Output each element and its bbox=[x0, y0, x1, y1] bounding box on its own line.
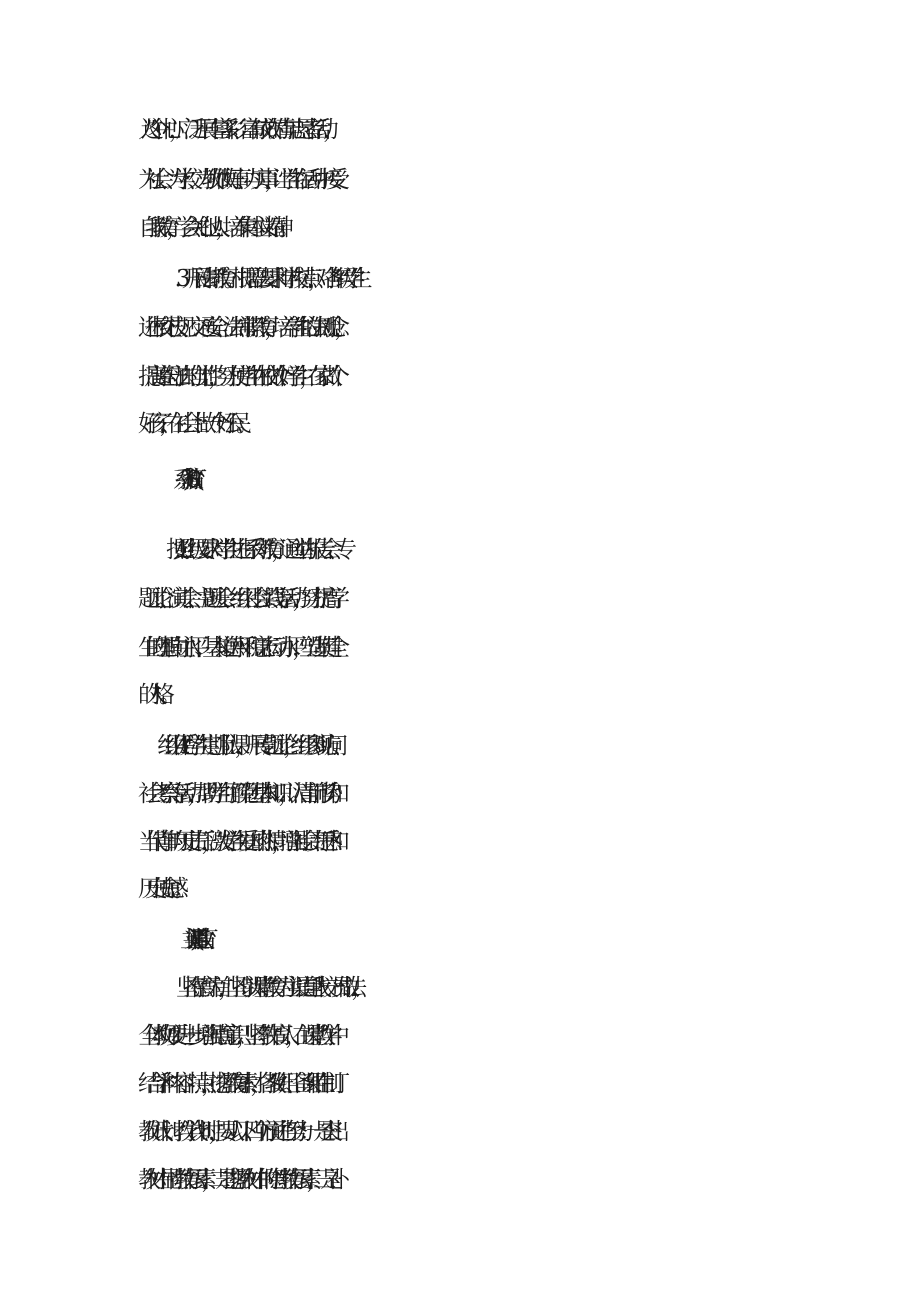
paragraph-line: 生的理想向往水平、基本道德水平和意志行动水平，塑造其健全 bbox=[138, 635, 334, 661]
paragraph-line: 3．开展法制教育。根据普法要求和学校特点，对各年级学生 bbox=[176, 266, 357, 292]
paragraph-line: 全体教师要进一步增强德育意识，坚持教书育人，在课堂教学中 bbox=[138, 1023, 334, 1049]
paragraph-line: 进行校纪校规、交通安全、法制常识教育，培养学生的法制观念， bbox=[138, 315, 341, 341]
paragraph-line: 教研计划、教学计划时，要从以下四个方面进行努力：一是突出 bbox=[138, 1119, 334, 1145]
paragraph-line: 4 .组织优秀学生定期上队课，开展专题讨论，组织参观访问、 bbox=[176, 733, 340, 759]
paragraph-line: 题讨论、演讲会、主题班会、组织社会实践等活动，努力提高学 bbox=[138, 586, 334, 612]
paragraph-line: 提高遵纪守法的自觉性，努力使学生在校做个好学生，在家做个 bbox=[138, 364, 334, 390]
paragraph-line: 自我教育，学会关心他人，培养集体主义精神。 bbox=[138, 215, 285, 241]
paragraph-line: 的人格。 bbox=[138, 682, 166, 708]
paragraph-line: 当代青年的历史责任，激发学生爱国的热情，增强社会责任感和 bbox=[138, 829, 334, 855]
paragraph-line: 1.按照上级要求对学生进行系列教育，通过举办报告会、专 bbox=[176, 537, 341, 563]
paragraph-line: 为社会、为学校、为教师做好事、办实事，让学生在活动中接受 bbox=[138, 167, 334, 193]
section-heading: (四)主渠道教育 bbox=[196, 927, 200, 953]
section-heading bbox=[196, 465, 856, 495]
paragraph-line: 人”这个中心，广泛开展丰富多彩、富有成效的青年志愿者活动， bbox=[138, 117, 330, 143]
paragraph-line: 好孩子，在社会上做一个好公民。 bbox=[138, 411, 243, 437]
paragraph-line: 结合学科内容、特点，挖掘教育素材，各教研组、备课组在制订 bbox=[138, 1071, 334, 1097]
paragraph-line: 坚持德育为首，坚持以课堂教育为主渠道是我校一贯做法， bbox=[176, 975, 358, 1001]
paragraph-line: 教材中显性教育因素，二是挖掘教材中的隐性教育因素，三是补 bbox=[138, 1167, 334, 1193]
paragraph-line: 社会考察等活动，帮助学生了解党团基本知识，认清当前形势和 bbox=[138, 781, 334, 807]
paragraph-line: 历史使命感。 bbox=[138, 876, 180, 902]
